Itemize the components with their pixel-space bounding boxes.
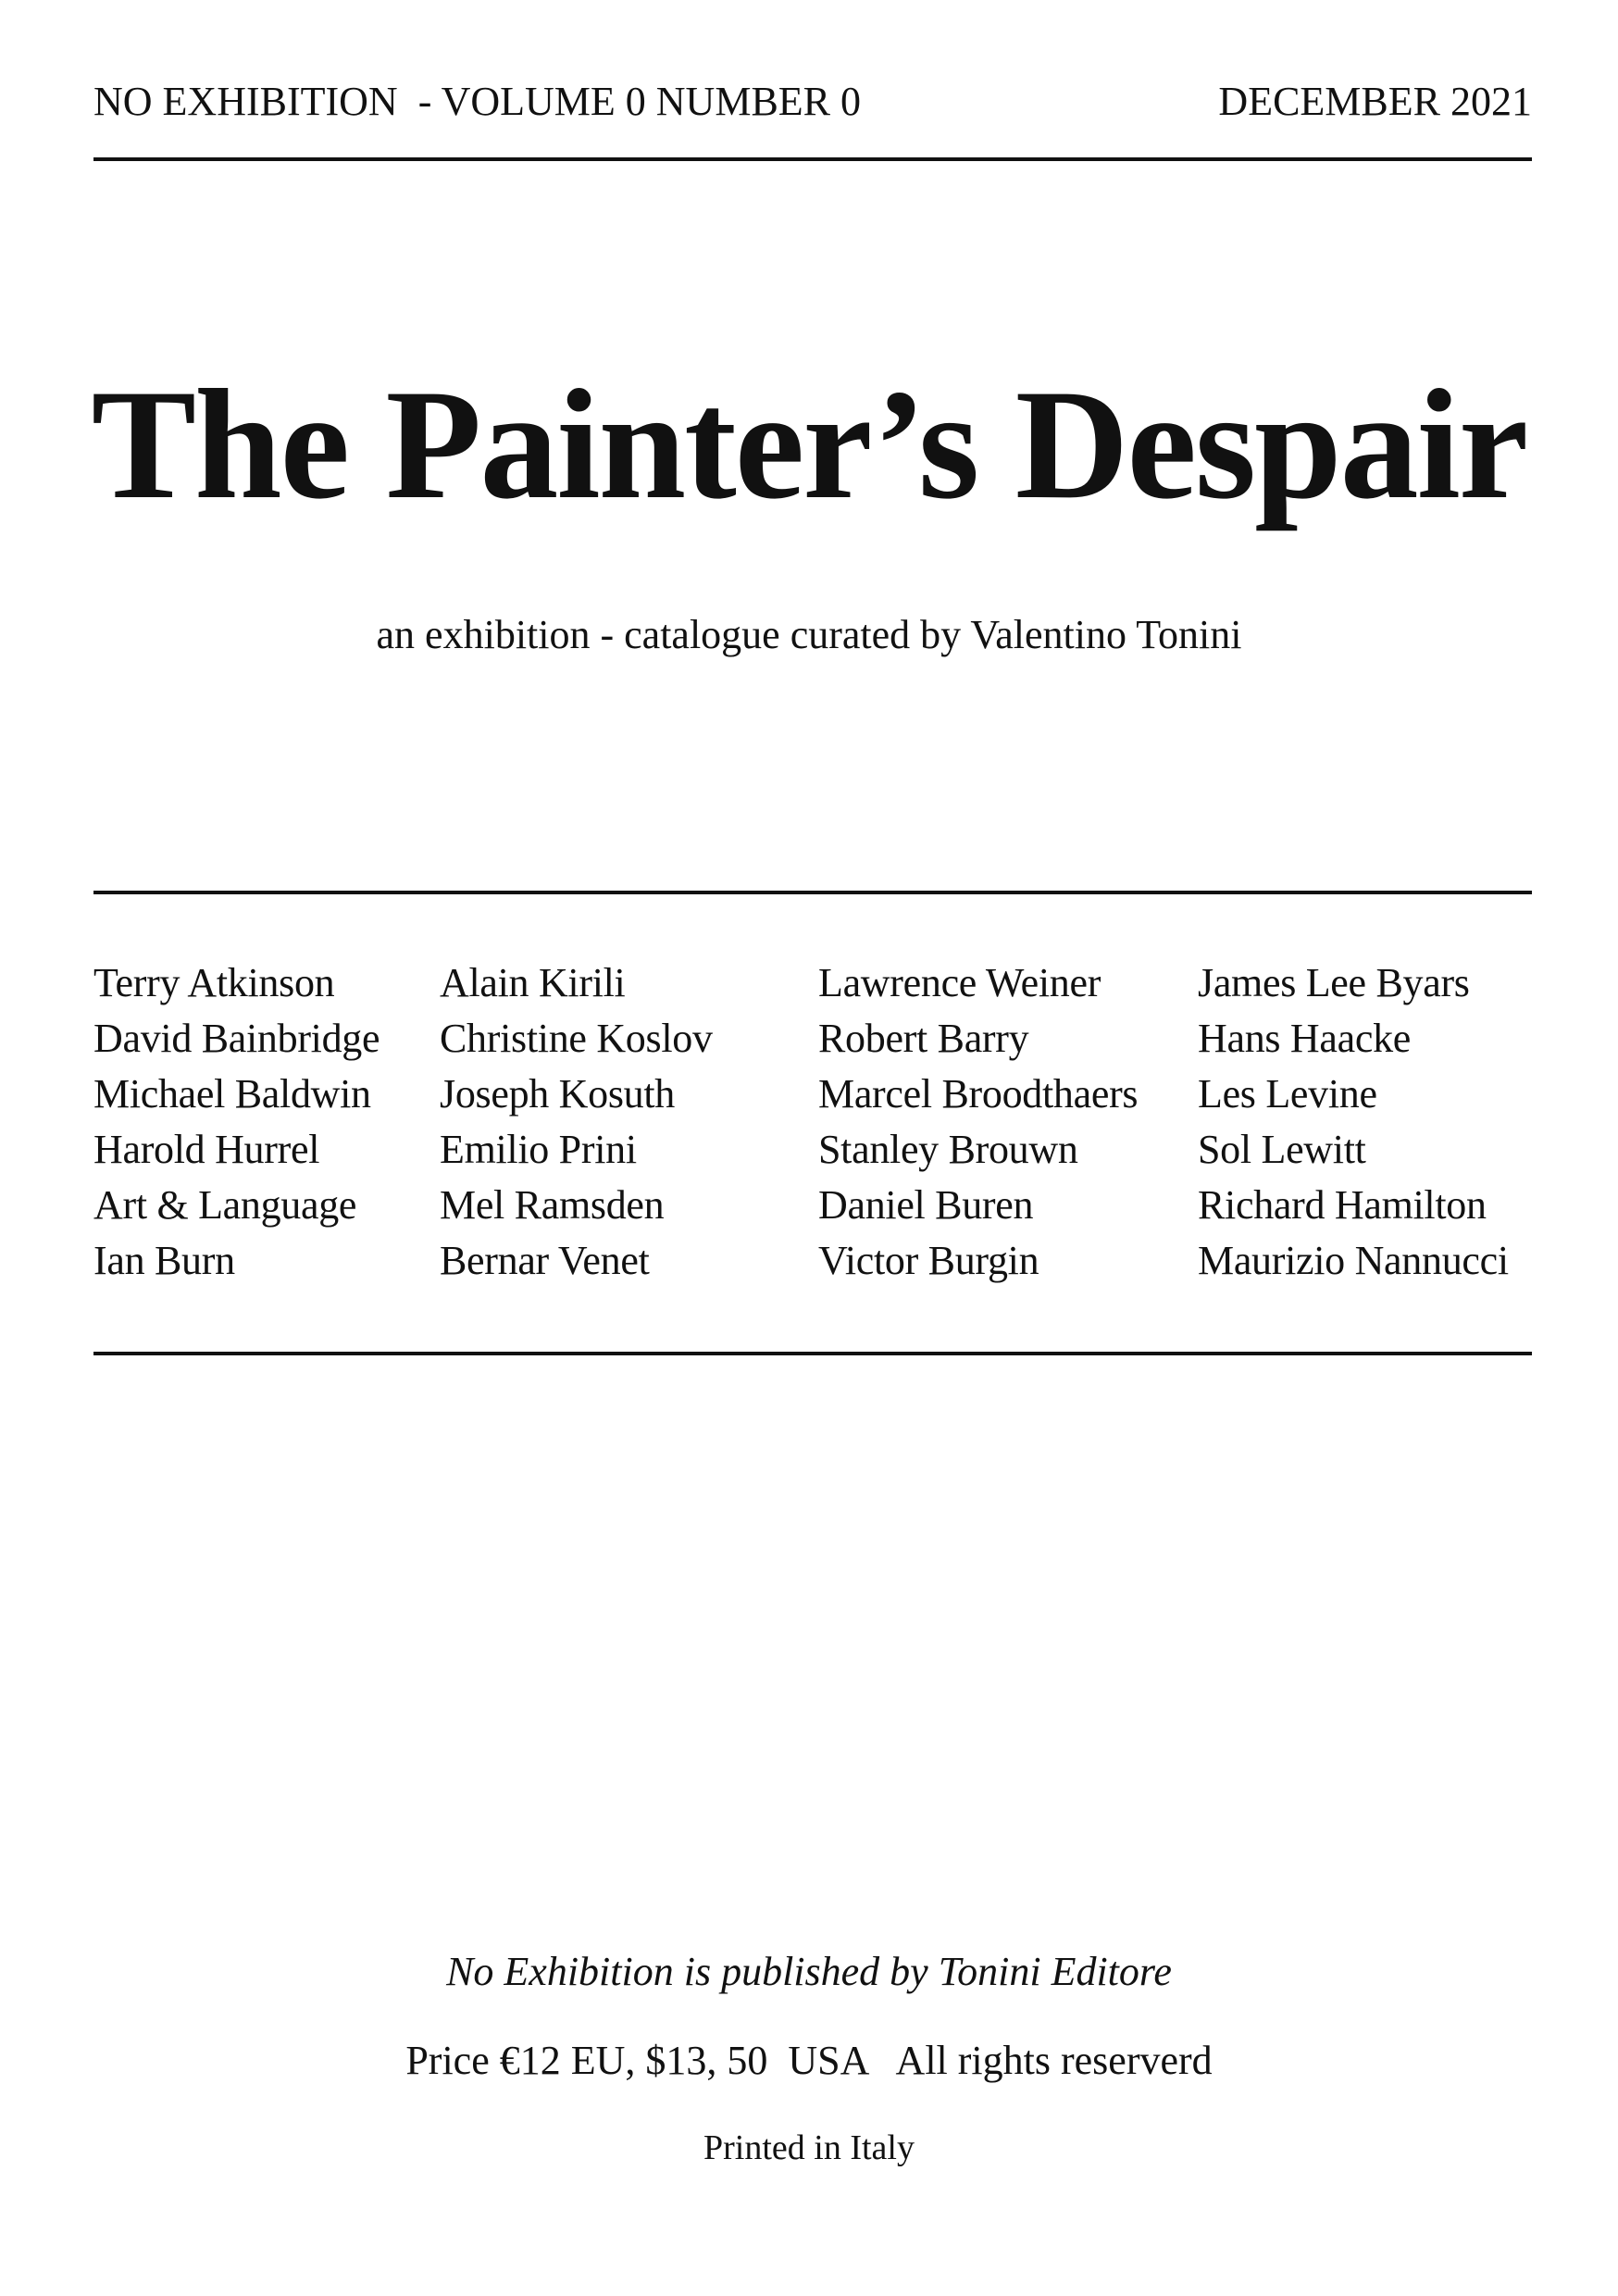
masthead (93, 78, 1532, 133)
artist-name: James Lee Byars (1198, 960, 1470, 1005)
artist-name: Hans Haacke (1198, 1016, 1412, 1061)
artist-name: Alain Kirili (440, 960, 626, 1005)
artist-name: Terry Atkinson (93, 960, 335, 1005)
artist-name: David Bainbridge (93, 1016, 380, 1061)
printed-in-line: Printed in Italy (703, 2128, 915, 2167)
artist-name: Sol Lewitt (1198, 1127, 1366, 1172)
page-title: The Painter’s Despair (91, 357, 1527, 531)
artist-column-2 (440, 955, 713, 1289)
artist-name: Robert Barry (818, 1016, 1029, 1061)
artist-name: Victor Burgin (818, 1238, 1039, 1283)
price-line: Price €12 EU, $13, 50 USA All rights reserverd (405, 2038, 1213, 2083)
artist-name: Les Levine (1198, 1071, 1377, 1117)
subtitle: an exhibition - catalogue curated by Valentino Tonini (376, 612, 1242, 657)
artist-name: Art & Language (93, 1182, 357, 1228)
artist-name: Bernar Venet (440, 1238, 650, 1283)
artist-name: Richard Hamilton (1198, 1182, 1487, 1228)
artist-name: Michael Baldwin (93, 1071, 371, 1117)
artist-list (93, 955, 1556, 1307)
artist-name: Lawrence Weiner (818, 960, 1101, 1005)
artist-column-4 (1198, 955, 1509, 1289)
artist-name: Maurizio Nannucci (1198, 1238, 1509, 1283)
artist-name: Harold Hurrel (93, 1127, 320, 1172)
artists-bottom-divider (93, 1352, 1532, 1355)
artist-name: Mel Ramsden (440, 1182, 665, 1228)
artist-name: Ian Burn (93, 1238, 235, 1283)
artist-name: Christine Koslov (440, 1016, 713, 1061)
artist-column-1 (93, 955, 380, 1289)
issue-date: DECEMBER 2021 (1218, 79, 1532, 124)
artist-name: Stanley Brouwn (818, 1127, 1078, 1172)
artist-name: Daniel Buren (818, 1182, 1034, 1228)
publisher-line: No Exhibition is published by Tonini Editore (446, 1949, 1172, 1994)
artist-name: Emilio Prini (440, 1127, 637, 1172)
artist-name: Joseph Kosuth (440, 1071, 675, 1117)
artist-column-3 (818, 955, 1138, 1289)
issue-line: NO EXHIBITION - VOLUME 0 NUMBER 0 (93, 79, 862, 124)
top-divider (93, 157, 1532, 161)
artists-top-divider (93, 891, 1532, 894)
artist-name: Marcel Broodthaers (818, 1071, 1139, 1117)
